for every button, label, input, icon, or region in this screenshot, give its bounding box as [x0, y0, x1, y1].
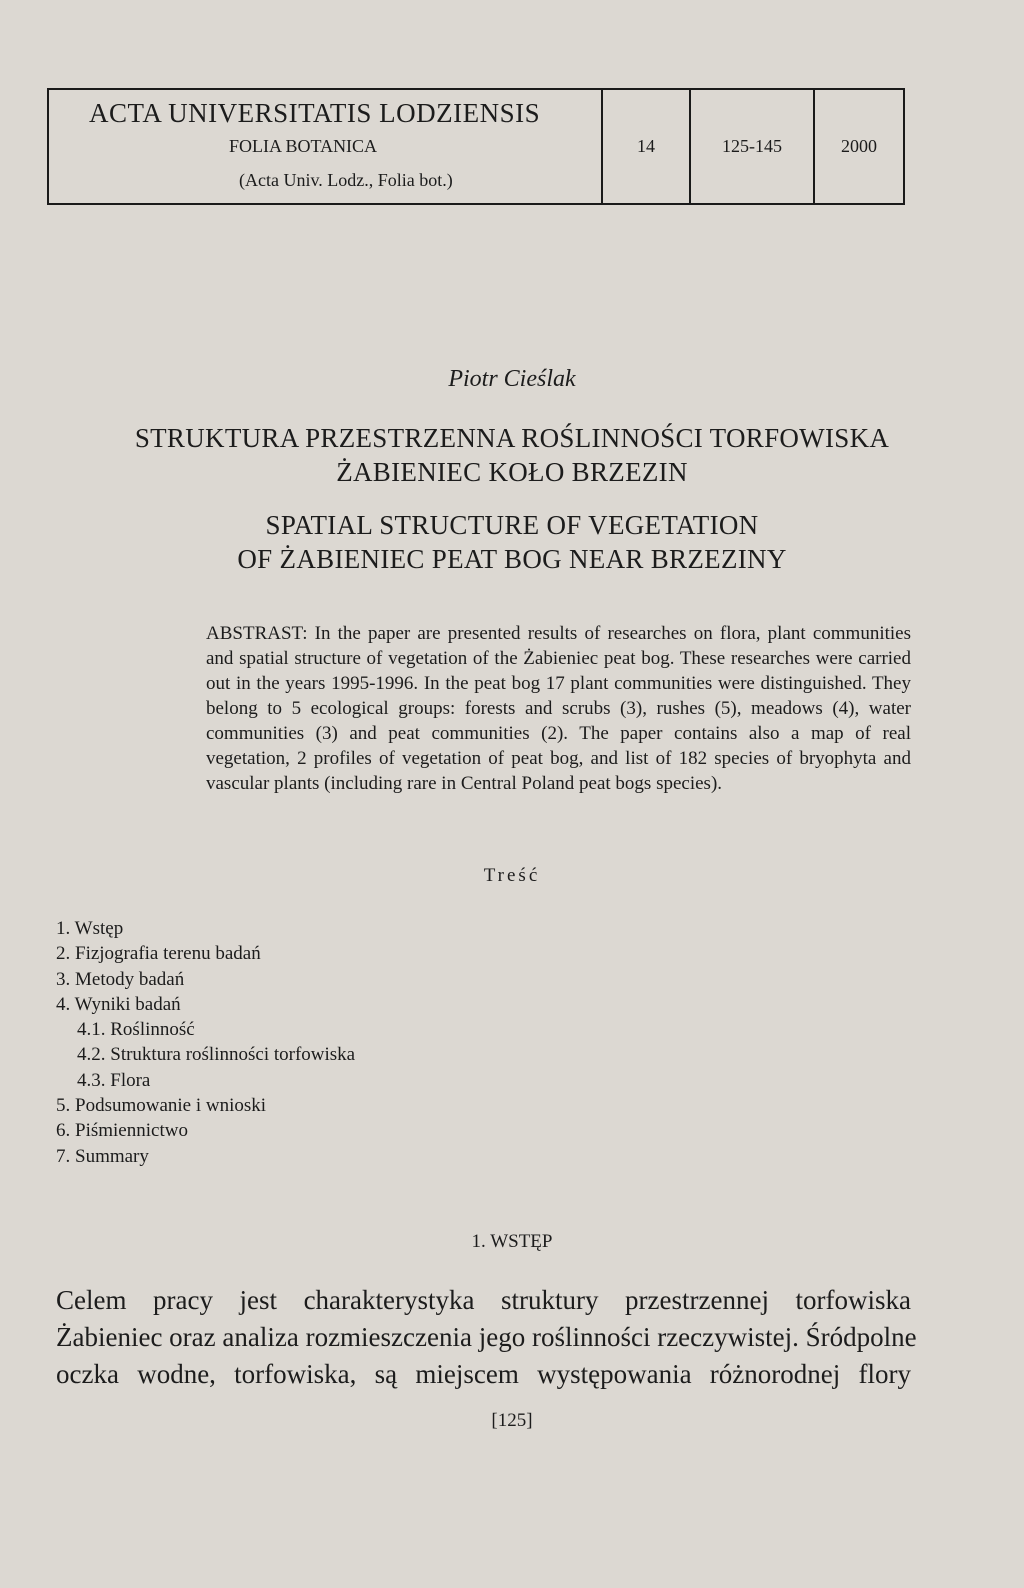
year-cell [815, 90, 903, 203]
pages-cell [691, 90, 815, 203]
title-polish-line: STRUKTURA PRZESTRZENNA ROŚLINNOŚCI TORFOWISKA [134, 423, 890, 453]
toc-item: 7. Summary [56, 1145, 149, 1167]
page-number: [125] [491, 1410, 533, 1431]
toc-item: 5. Podsumowanie i wnioski [56, 1095, 267, 1117]
toc-heading: Treść [483, 865, 541, 886]
table-of-contents [56, 916, 355, 1169]
toc-item: 4. Wyniki badań [56, 993, 181, 1015]
title-polish-line: ŻABIENIEC KOŁO BRZEZIN [336, 457, 688, 487]
journal-info-cell [49, 90, 603, 203]
toc-item: 2. Fizjografia terenu badań [56, 943, 261, 965]
body-line: oczka wodne, torfowiska, są miejscem występowania różnorodnej flory [56, 1359, 911, 1389]
toc-subitem: 4.1. Roślinność [77, 1019, 195, 1041]
journal-series: ACTA UNIVERSITATIS LODZIENSIS [89, 98, 541, 128]
journal-abbreviation: (Acta Univ. Lodz., Folia bot.) [239, 170, 453, 190]
journal-volume: 14 [637, 136, 655, 156]
title-polish [0, 421, 1024, 489]
toc-item: 1. Wstęp [56, 918, 124, 939]
title-english-line: OF ŻABIENIEC PEAT BOG NEAR BRZEZINY [237, 544, 787, 574]
body-paragraph [56, 1282, 917, 1393]
volume-cell [603, 90, 691, 203]
toc-item: 6. Piśmiennictwo [56, 1120, 188, 1142]
title-english [0, 508, 1024, 576]
body-line: Żabieniec oraz analiza rozmieszczenia jego roślinności rzeczywistej. Śródpolne [56, 1322, 917, 1352]
journal-folia: FOLIA BOTANICA [229, 136, 378, 156]
toc-item: 3. Metody badań [56, 968, 185, 990]
journal-pages: 125-145 [722, 136, 782, 156]
journal-year: 2000 [841, 136, 877, 156]
title-english-line: SPATIAL STRUCTURE OF VEGETATION [265, 510, 759, 540]
body-line: Celem pracy jest charakterystyka struktury przestrzennej torfowiska [56, 1285, 911, 1315]
author-name: Piotr Cieślak [448, 366, 576, 392]
journal-header-box [47, 88, 905, 205]
toc-subitem: 4.3. Flora [77, 1069, 151, 1091]
toc-subitem: 4.2. Struktura roślinności torfowiska [77, 1044, 356, 1066]
section-heading: 1. WSTĘP [471, 1231, 553, 1252]
abstract: ABSTRAST: In the paper are presented results of researches on flora, plant communities and spatial structure of vegetation of the Żabieniec peat bog. These researches were carried out in the years 1995-1996. In the peat bog 17 plant communities were distinguished. They belong to 5 ecological groups: forests and scrubs (3), rushes (5), meadows (4), water communities (3) and peat communities (2). The paper contains also a map of real vegetation, 2 profiles of vegetation of peat bog, and list of 182 species of bryophyta and vascular plants (including rare in Central Poland peat bogs species). [206, 623, 911, 794]
